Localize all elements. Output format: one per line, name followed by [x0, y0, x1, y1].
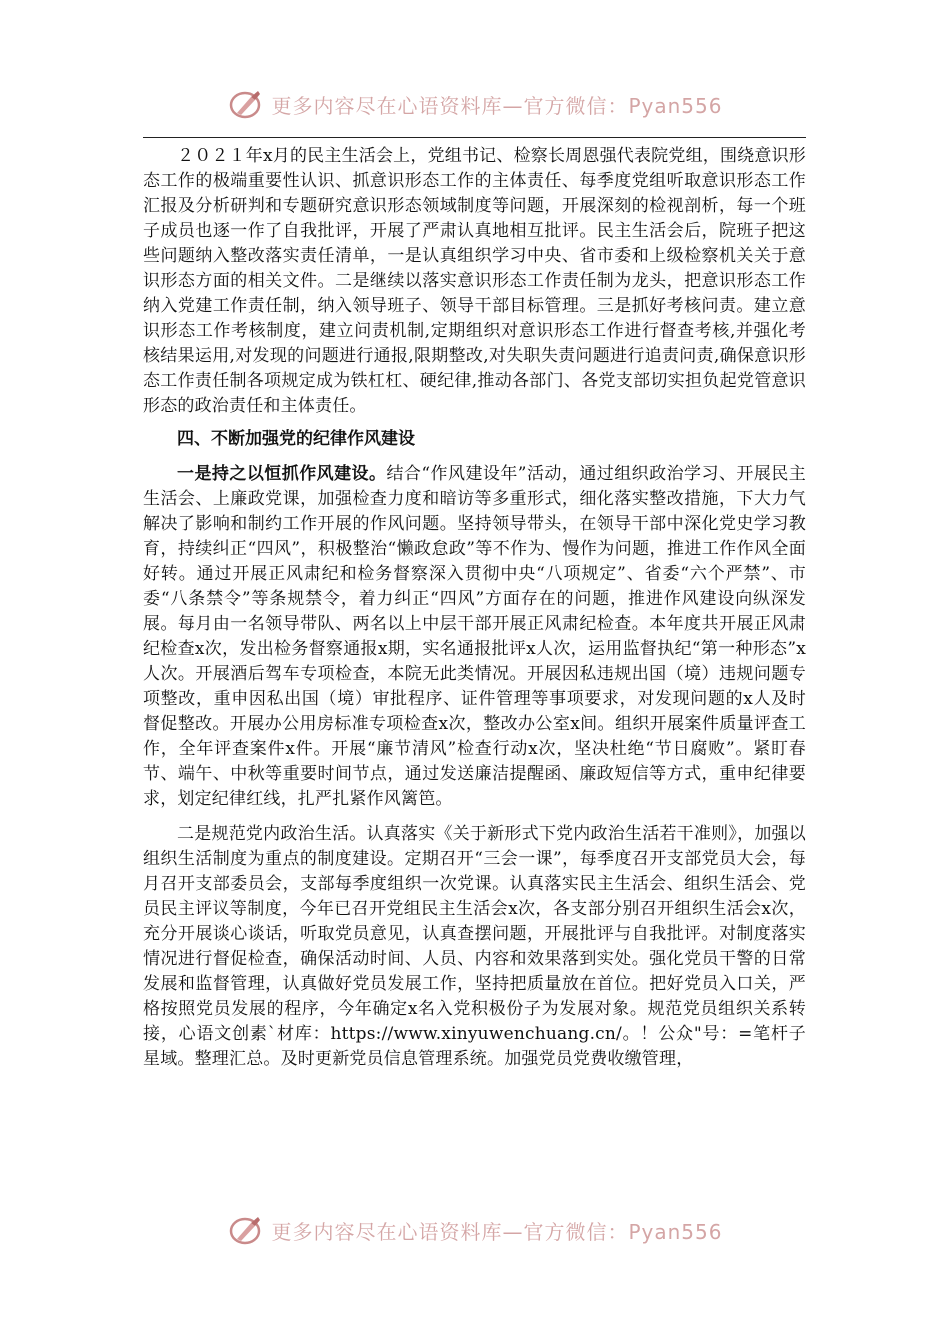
pen-nib-circle-icon — [227, 1213, 267, 1247]
top-watermark-banner — [0, 84, 950, 124]
watermark-text: 更多内容尽在心语资料库—官方微信：Pyan556 — [271, 93, 723, 118]
paragraph-lead: 一是持之以恒抓作风建设。 — [177, 464, 387, 484]
watermark-text: 更多内容尽在心语资料库—官方微信：Pyan556 — [271, 1219, 723, 1244]
paragraph: 二是规范党内政治生活。认真落实《关于新形式下党内政治生活若干准则》，加强以组织生活制度为重点的制度建设。定期召开“三会一课”，每季度召开支部党员大会，每月召开支部委员会，支部每季度组织一次党课。认真落实民主生活会、组织生活会、党员民主评议等制度，今年已召开党组民主生活会x次，各支部分别召开组织生活会x次，充分开展谈心谈话，听取党员意见，认真查摆问题，开展批评与自我批评。对制度落实情况进行督促检查，确保活动时间、人员、内容和效果落到实处。强化党员干警的日常发展和监督管理，认真做好党员发展工作，坚持把质量放在首位。把好党员入口关，严格按照党员发展的程序，今年确定x名入党积极份子为发展对象。规范党员组织关系转接，心语文创素`材库：https://www.xinyuwenchuang.cn/。！公众"号：=笔杆子星域。整理汇总。及时更新党员信息管理系统。加强党员党费收缴管理， — [143, 824, 806, 1069]
section-heading: 四、不断加强党的纪律作风建设 — [177, 429, 415, 449]
paragraph — [143, 462, 806, 812]
document-body — [143, 144, 806, 1184]
header-divider — [143, 137, 806, 138]
pen-nib-circle-icon — [227, 87, 267, 121]
paragraph-body: 结合“作风建设年”活动，通过组织政治学习、开展民主生活会、上廉政党课，加强检查力度和暗访等多重形式，细化落实整改措施，下大力气解决了影响和制约工作开展的作风问题。坚持领导带头，在领导干部中深化党史学习教育，持续纠正“四风”，积极整治“懒政怠政”等不作为、慢作为问题，推进工作作风全面好转。通过开展正风肃纪和检务督察深入贯彻中央“八项规定”、省委“六个严禁”、市委“八条禁令”等条规禁令，着力纠正“四风”方面存在的问题，推进作风建设向纵深发展。每月由一名领导带队、两名以上中层干部开展正风肃纪检查。本年度共开展正风肃纪检查x次，发出检务督察通报x期，实名通报批评x人次，运用监督执纪“第一种形态”x人次。开展酒后驾车专项检查，本院无此类情况。开展因私违规出国（境）违规问题专项整改，重申因私出国（境）审批程序、证件管理等事项要求，对发现问题的x人及时督促整改。开展办公用房标准专项检查x次，整改办公室x间。组织开展案件质量评查工作，全年评查案件x件。开展“廉节清风”检查行动x次，坚决杜绝“节日腐败”。紧盯春节、端午、中秋等重要时间节点，通过发送廉洁提醒函、廉政短信等方式，重申纪律要求，划定纪律红线，扎严扎紧作风篱笆。 — [143, 464, 806, 809]
bottom-watermark-banner — [0, 1210, 950, 1250]
paragraph: ２０２１年x月的民主生活会上，党组书记、检察长周恩强代表院党组，围绕意识形态工作的极端重要性认识、抓意识形态工作的主体责任、每季度党组听取意识形态工作汇报及分析研判和专题研究意识形态领域制度等问题，开展深刻的检视剖析，每一个班子成员也逐一作了自我批评，开展了严肃认真地相互批评。民主生活会后，院班子把这些问题纳入整改落实责任清单，一是认真组织学习中央、省市委和上级检察机关关于意识形态方面的相关文件。二是继续以落实意识形态工作责任制为龙头，把意识形态工作纳入党建工作责任制，纳入领导班子、领导干部目标管理。三是抓好考核问责。建立意识形态工作考核制度，建立问责机制,定期组织对意识形态工作进行督查考核,并强化考核结果运用,对发现的问题进行通报,限期整改,对失职失责问题进行追责问责,确保意识形态工作责任制各项规定成为铁杠杠、硬纪律,推动各部门、各党支部切实担负起党管意识形态的政治责任和主体责任。 — [143, 146, 806, 416]
